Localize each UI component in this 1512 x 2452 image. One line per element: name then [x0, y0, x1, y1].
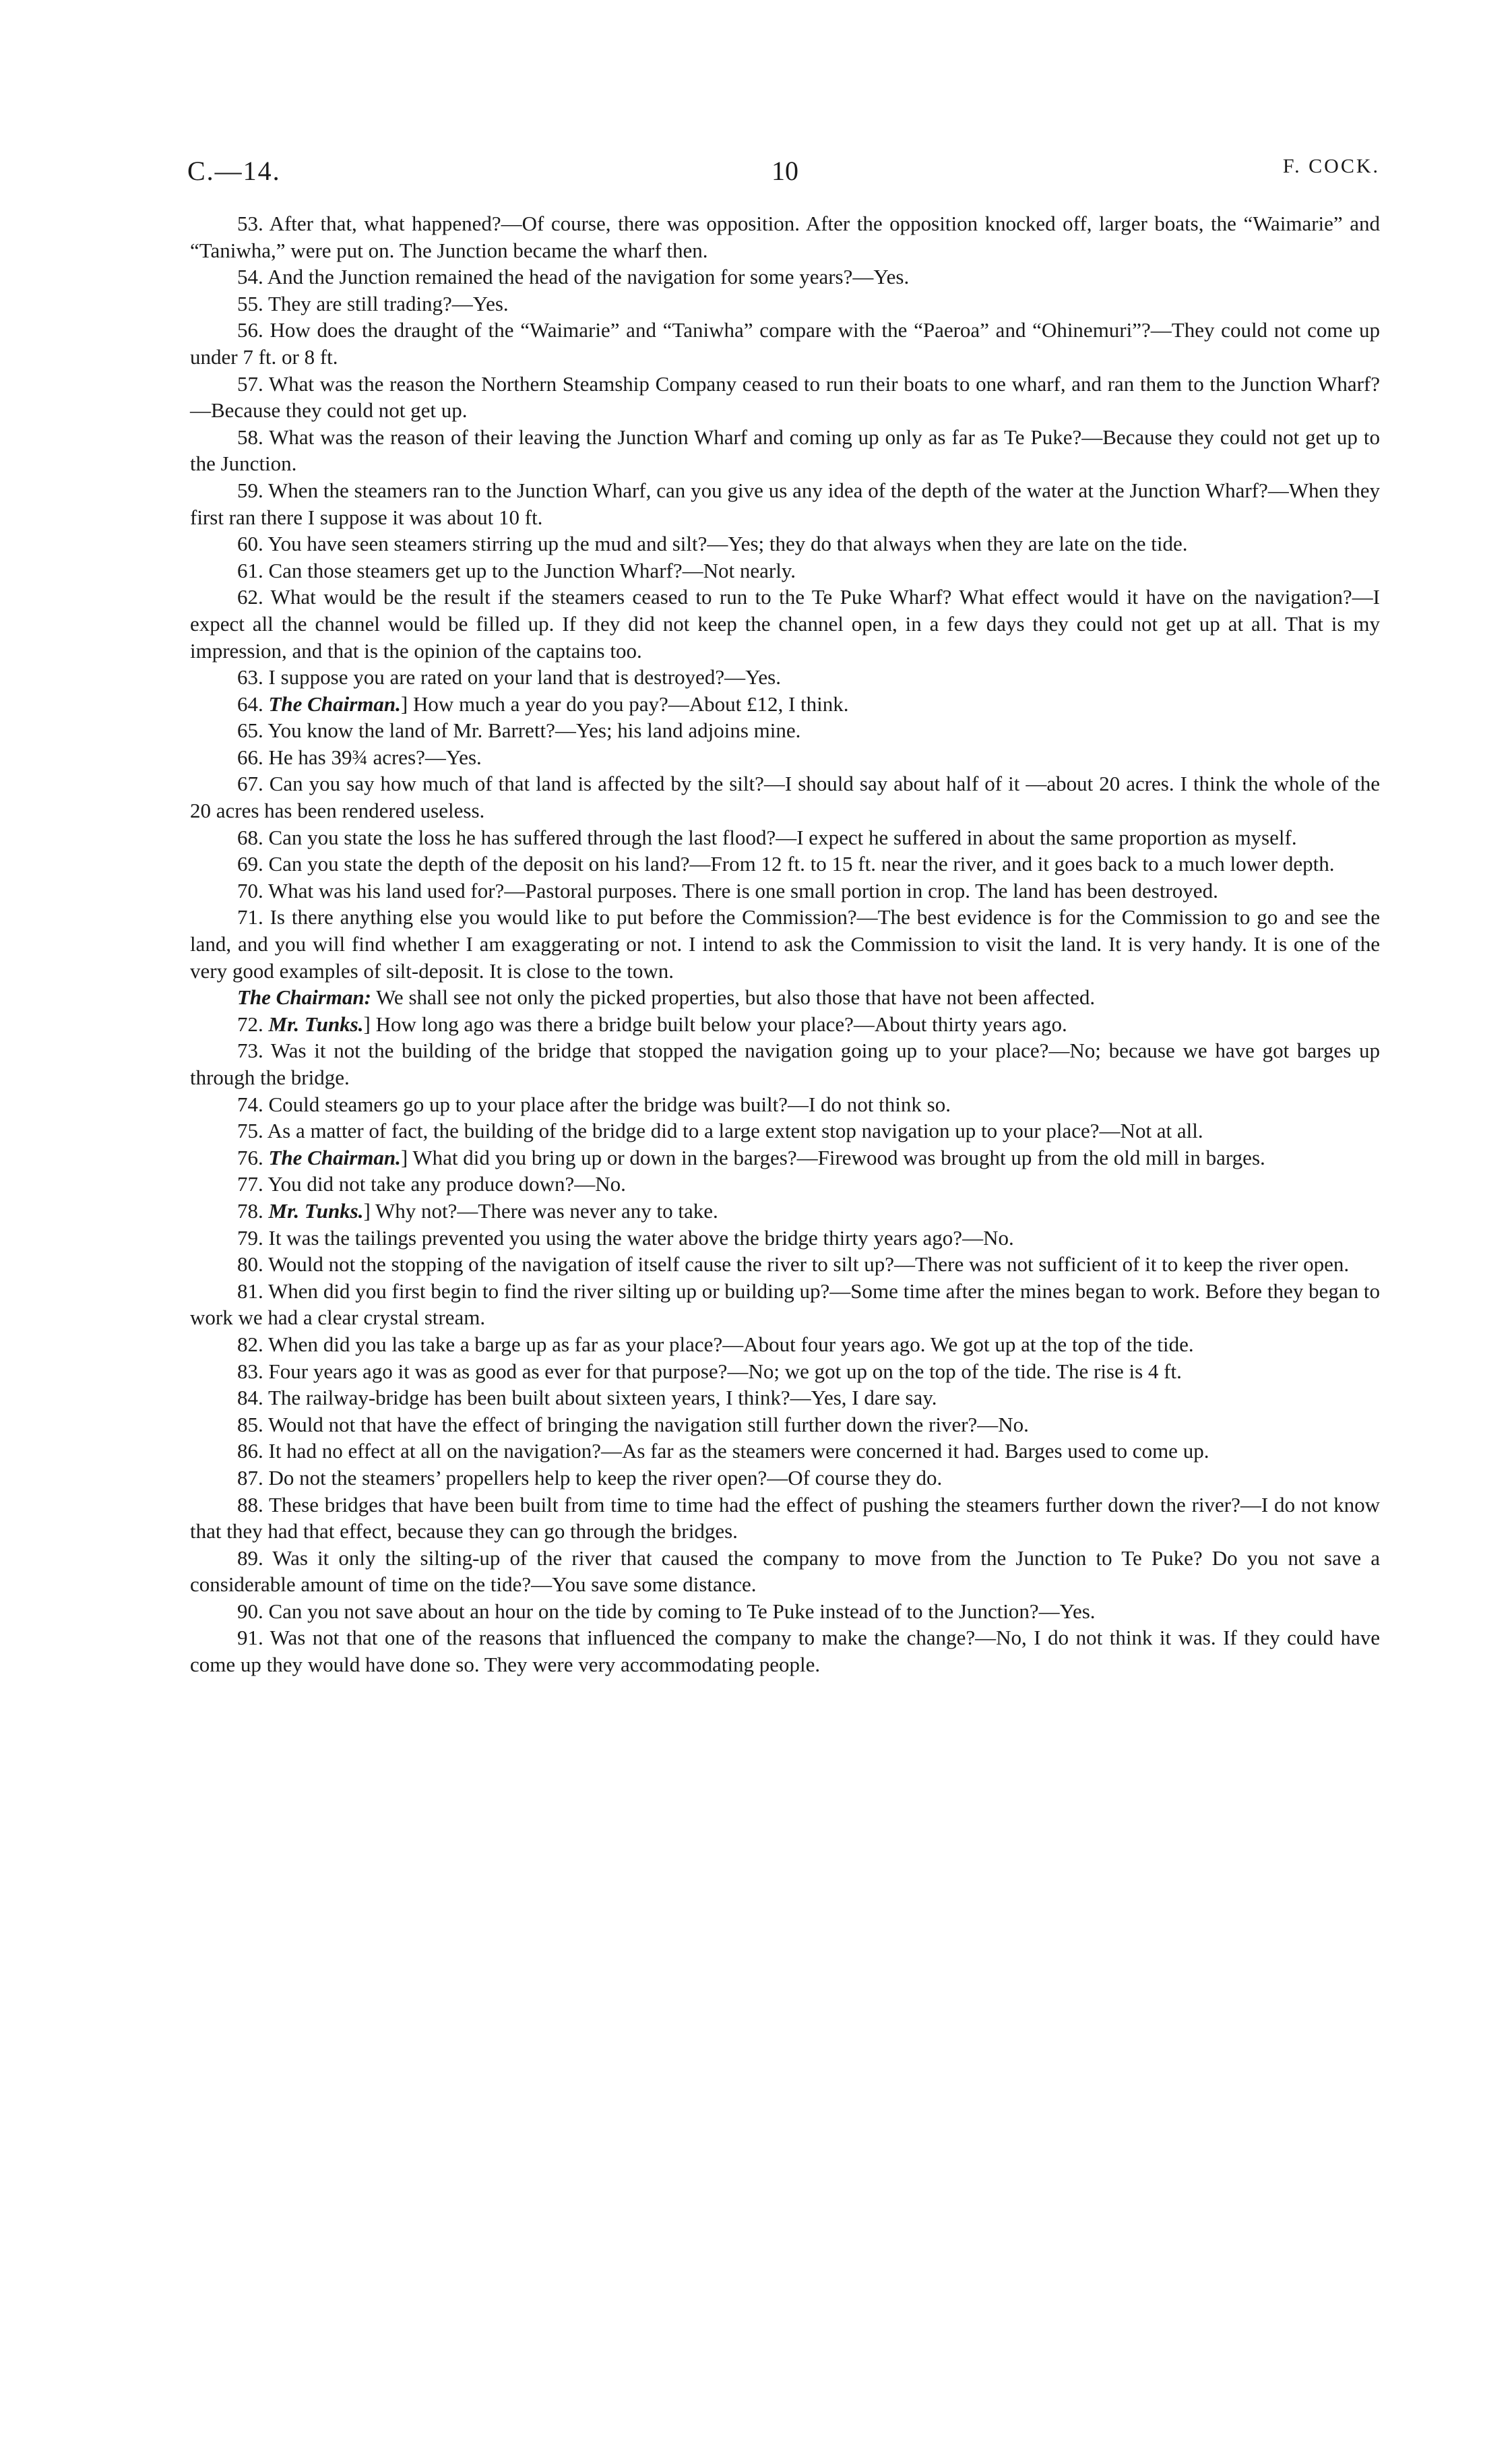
- question-paragraph: 75. As a matter of fact, the building of the bridge did to a large extent stop navigation up to your place?—Not at all.: [237, 1119, 1203, 1143]
- paragraph-text: ] How long ago was there a bridge built below your place?—About thirty years ago.: [363, 1012, 1067, 1036]
- question-paragraph: 71. Is there anything else you would like to put before the Commission?—The best evidence is for the Commission to go and see the land, and you will find whether I am exaggerating or not. I intend to ask the Commission to visit the land. It is very handy. It is one of the very good examples of silt-deposit. It is close to the town.: [190, 905, 1380, 983]
- document-page: [187, 155, 1380, 1678]
- page-number: 10: [771, 156, 798, 186]
- paragraph-text: We shall see not only the picked properties, but also those that have not been affected.: [371, 985, 1096, 1010]
- question-paragraph: 56. How does the draught of the “Waimarie” and “Taniwha” compare with the “Paeroa” and “Ohinemuri”?—They could not come up under 7 ft. or 8 ft.: [190, 318, 1380, 369]
- question-paragraph: [190, 1144, 1380, 1171]
- speaker-label: The Chairman:: [237, 985, 371, 1010]
- question-paragraph: 90. Can you not save about an hour on the tide by coming to Te Puke instead of to the Junction?—Yes.: [237, 1599, 1096, 1623]
- question-paragraph: 67. Can you say how much of that land is affected by the silt?—I should say about half of it —about 20 acres. I think the whole of the 20 acres has been rendered useless.: [190, 772, 1380, 823]
- question-paragraph: 91. Was not that one of the reasons that influenced the company to make the change?—No, I do not think it was. If they could have come up they would have done so. They were very accommodating people.: [190, 1626, 1380, 1677]
- question-paragraph: [190, 1011, 1380, 1038]
- testimony-body: [190, 210, 1380, 1678]
- question-paragraph: 58. What was the reason of their leaving the Junction Wharf and coming up only as far as Te Puke?—Because they could not get up to the Junction.: [190, 425, 1380, 476]
- question-paragraph: [190, 1198, 1380, 1225]
- question-number: 64.: [237, 692, 263, 716]
- question-number: 78.: [237, 1198, 263, 1223]
- speaker-label: Mr. Tunks.: [268, 1012, 364, 1036]
- question-paragraph: 60. You have seen steamers stirring up the mud and silt?—Yes; they do that always when they are late on the tide.: [237, 532, 1188, 556]
- question-paragraph: 81. When did you first begin to find the river silting up or building up?—Some time after the mines began to work. Before they began to work we had a clear crystal stream.: [190, 1279, 1380, 1330]
- question-paragraph: 89. Was it only the silting-up of the river that caused the company to move from the Junction to Te Puke? Do you not save a considerable amount of time on the tide?—You save some distance.: [190, 1545, 1380, 1597]
- question-number: 72.: [237, 1012, 263, 1036]
- question-paragraph: 66. He has 39¾ acres?—Yes.: [237, 745, 482, 769]
- question-paragraph: 69. Can you state the depth of the deposit on his land?—From 12 ft. to 15 ft. near the river, and it goes back to a much lower depth.: [237, 852, 1335, 876]
- speaker-label: Mr. Tunks.: [268, 1198, 364, 1223]
- document-code: C.—14.: [187, 156, 281, 186]
- paragraph-text: ] How much a year do you pay?—About £12, I think.: [400, 692, 849, 716]
- question-paragraph: 84. The railway-bridge has been built about sixteen years, I think?—Yes, I dare say.: [237, 1386, 937, 1410]
- question-paragraph: 57. What was the reason the Northern Steamship Company ceased to run their boats to one wharf, and ran them to the Junction Wharf?—Because they could not get up.: [190, 371, 1380, 423]
- question-paragraph: 73. Was it not the building of the bridge that stopped the navigation going up to your place?—No; because we have got barges up through the bridge.: [190, 1039, 1380, 1089]
- question-paragraph: 74. Could steamers go up to your place after the bridge was built?—I do not think so.: [237, 1092, 951, 1116]
- question-paragraph: 87. Do not the steamers’ propellers help to keep the river open?—Of course they do.: [237, 1465, 943, 1490]
- question-paragraph: 63. I suppose you are rated on your land that is destroyed?—Yes.: [237, 665, 781, 689]
- question-number: 76.: [237, 1145, 263, 1169]
- question-paragraph: 59. When the steamers ran to the Junction Wharf, can you give us any idea of the depth of the water at the Junction Wharf?—When they first ran there I suppose it was about 10 ft.: [190, 478, 1380, 529]
- question-paragraph: 54. And the Junction remained the head of the navigation for some years?—Yes.: [237, 265, 910, 289]
- question-paragraph: 53. After that, what happened?—Of course, there was opposition. After the opposition knocked off, larger boats, the “Waimarie” and “Taniwha,” were put on. The Junction became the wharf then.: [190, 212, 1380, 262]
- question-paragraph: 86. It had no effect at all on the navigation?—As far as the steamers were concerned it had. Barges used to come up.: [237, 1439, 1209, 1463]
- question-paragraph: 61. Can those steamers get up to the Junction Wharf?—Not nearly.: [237, 558, 796, 582]
- question-paragraph: 65. You know the land of Mr. Barrett?—Yes; his land adjoins mine.: [237, 718, 801, 743]
- witness-name: F. COCK.: [1282, 155, 1380, 177]
- question-paragraph: 77. You did not take any produce down?—No.: [237, 1172, 626, 1196]
- question-paragraph: 80. Would not the stopping of the navigation of itself cause the river to silt up?—There was not sufficient of it to keep the river open.: [237, 1252, 1350, 1277]
- question-paragraph: 83. Four years ago it was as good as ever for that purpose?—No; we got up on the top of the tide. The rise is 4 ft.: [237, 1359, 1182, 1383]
- page-header: [187, 155, 1380, 202]
- paragraph-text: ] What did you bring up or down in the barges?—Firewood was brought up from the old mill in barges.: [400, 1145, 1265, 1169]
- question-paragraph: [190, 691, 1380, 718]
- question-paragraph: 55. They are still trading?—Yes.: [237, 291, 509, 315]
- speaker-label: The Chairman.: [268, 1145, 401, 1169]
- question-paragraph: 88. These bridges that have been built from time to time had the effect of pushing the steamers further down the river?—I do not know that they had that effect, because they can go through the bridges.: [190, 1492, 1380, 1543]
- question-paragraph: 70. What was his land used for?—Pastoral purposes. There is one small portion in crop. The land has been destroyed.: [237, 878, 1218, 902]
- question-paragraph: 85. Would not that have the effect of bringing the navigation still further down the river?—No.: [237, 1412, 1029, 1436]
- question-paragraph: 82. When did you las take a barge up as far as your place?—About four years ago. We got up at the top of the tide.: [237, 1332, 1194, 1356]
- paragraph-text: ] Why not?—There was never any to take.: [363, 1198, 718, 1223]
- question-paragraph: 62. What would be the result if the steamers ceased to run to the Te Puke Wharf? What effect would it have on the navigation?—I expect all the channel would be filled up. If they did not keep the channel open, in a few days they could not get up at all. That is my impression, and that is the opinion of the captains too.: [190, 585, 1380, 663]
- speaker-label: The Chairman.: [268, 692, 401, 716]
- question-paragraph: 79. It was the tailings prevented you using the water above the bridge thirty years ago?—No.: [237, 1225, 1014, 1250]
- question-paragraph: 68. Can you state the loss he has suffered through the last flood?—I expect he suffered in about the same proportion as myself.: [237, 825, 1297, 849]
- question-paragraph: [190, 984, 1380, 1011]
